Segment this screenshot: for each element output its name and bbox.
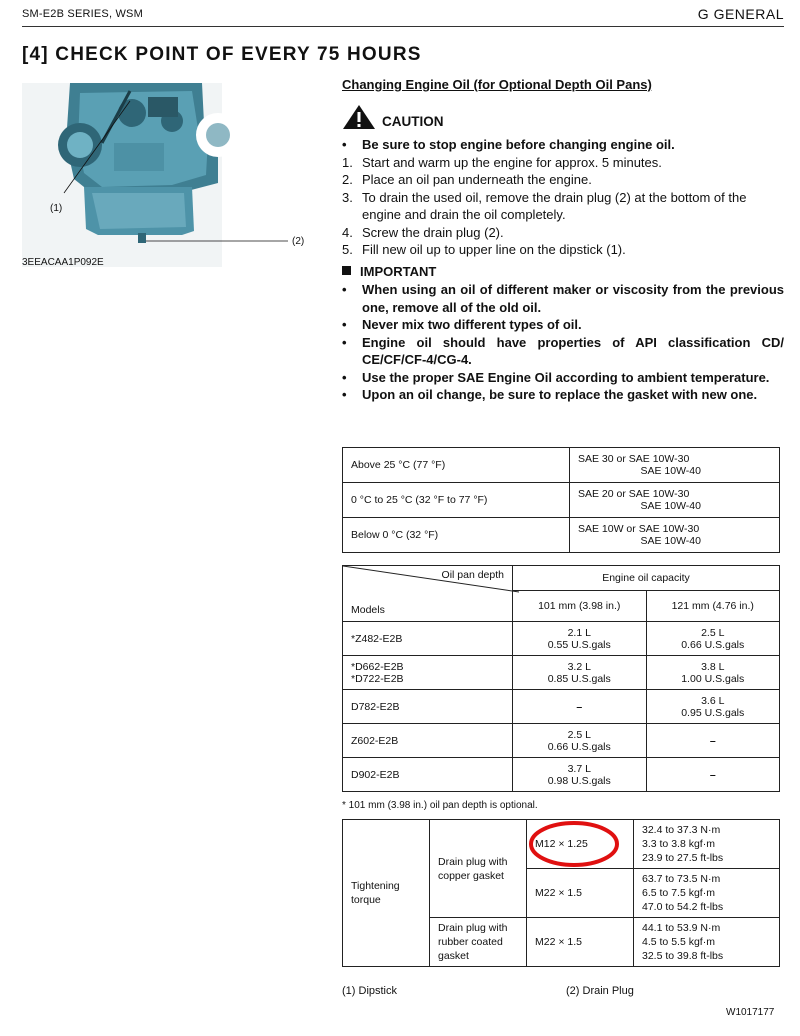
- legend-dipstick: (1) Dipstick: [342, 985, 398, 997]
- table-row: [343, 724, 780, 758]
- header-diagonal-cell: [343, 566, 513, 622]
- step-item: 4. Screw the drain plug (2).: [342, 224, 504, 240]
- oil-cell: SAE 20 or SAE 10W-30 SAE 10W-40: [570, 483, 780, 518]
- important-item: • Engine oil should have properties of API classification CD/ CE/CF/CF-4/CG-4.: [342, 334, 784, 367]
- engine-figure: [22, 83, 326, 267]
- capacity-cell: 3.2 L 0.85 U.S.gals: [513, 656, 647, 690]
- step-item: 3. To drain the used oil, remove the drain plug (2) at the bottom of the engine and drain the oil completely.: [342, 189, 747, 222]
- warning-triangle-icon: [342, 104, 376, 130]
- rubber-gasket-label: Drain plug with rubber coated gasket: [430, 918, 527, 967]
- capacity-cell: –: [646, 758, 780, 792]
- footnote: * 101 mm (3.98 in.) oil pan depth is optional.: [342, 800, 538, 811]
- models-label: Models: [351, 604, 385, 616]
- torque-table: [342, 819, 780, 967]
- important-list: [342, 281, 784, 404]
- temp-cell: Above 25 °C (77 °F): [343, 448, 570, 483]
- capacity-cell: 2.1 L 0.55 U.S.gals: [513, 622, 647, 656]
- series-label: SM-E2B SERIES, WSM: [22, 8, 143, 20]
- table-row: [343, 656, 780, 690]
- table-row: [343, 448, 780, 483]
- torque-values: 44.1 to 53.9 N·m 4.5 to 5.5 kgf·m 32.5 to 39.8 ft-lbs: [634, 918, 780, 967]
- oil-capacity-table: [342, 565, 780, 792]
- temp-cell: Below 0 °C (32 °F): [343, 518, 570, 553]
- torque-values: 32.4 to 37.3 N·m 3.3 to 3.8 kgf·m 23.9 to 27.5 ft-lbs: [634, 820, 780, 869]
- model-cell: D782-E2B: [343, 690, 513, 724]
- capacity-cell: 3.8 L 1.00 U.S.gals: [646, 656, 780, 690]
- engine-illustration: [22, 83, 326, 267]
- model-cell: *D662-E2B *D722-E2B: [343, 656, 513, 690]
- model-cell: D902-E2B: [343, 758, 513, 792]
- figure-label-2: (2): [292, 236, 305, 247]
- oil-cell: SAE 30 or SAE 10W-30 SAE 10W-40: [570, 448, 780, 483]
- capacity-group-header: Engine oil capacity: [513, 566, 780, 591]
- important-header: [342, 264, 436, 279]
- capacity-cell: 3.7 L 0.98 U.S.gals: [513, 758, 647, 792]
- table-row: [343, 820, 780, 869]
- subheading: Changing Engine Oil (for Optional Depth Oil Pans): [342, 77, 652, 92]
- table-row: [343, 518, 780, 553]
- spec-cell: M12 × 1.25: [527, 820, 634, 869]
- oil-pan-depth-label: Oil pan depth: [441, 569, 504, 581]
- legend-drain-plug: (2) Drain Plug: [566, 985, 634, 997]
- important-item: • Use the proper SAE Engine Oil according to ambient temperature.: [342, 369, 770, 385]
- square-bullet-icon: [342, 266, 351, 275]
- caution-label: CAUTION: [382, 114, 444, 129]
- oil-temperature-table: [342, 447, 780, 553]
- table-row: [343, 758, 780, 792]
- col-header-121: 121 mm (4.76 in.): [646, 591, 780, 622]
- section-label: G GENERAL: [697, 6, 784, 22]
- capacity-cell: –: [646, 724, 780, 758]
- caution-steps: [342, 136, 786, 259]
- table-row: [343, 483, 780, 518]
- important-item: • When using an oil of different maker or viscosity from the previous one, remove all of the old oil.: [342, 282, 784, 315]
- table-row: [343, 622, 780, 656]
- copper-gasket-label: Drain plug with copper gasket: [430, 820, 527, 918]
- torque-label: Tightening torque: [343, 820, 430, 967]
- table-row: [343, 690, 780, 724]
- model-cell: *Z482-E2B: [343, 622, 513, 656]
- important-label: IMPORTANT: [360, 264, 437, 279]
- caution-header: [342, 104, 444, 130]
- step-item: 5. Fill new oil up to upper line on the dipstick (1).: [342, 242, 626, 257]
- temp-cell: 0 °C to 25 °C (32 °F to 77 °F): [343, 483, 570, 518]
- page-header: [22, 6, 784, 27]
- step-item: 1. Start and warm up the engine for approx. 5 minutes.: [342, 154, 662, 170]
- capacity-cell: –: [513, 690, 647, 724]
- capacity-cell: 2.5 L 0.66 U.S.gals: [646, 622, 780, 656]
- torque-values: 63.7 to 73.5 N·m 6.5 to 7.5 kgf·m 47.0 to 54.2 ft-lbs: [634, 869, 780, 918]
- important-item: • Upon an oil change, be sure to replace the gasket with new one.: [342, 387, 758, 402]
- section-title: [4] CHECK POINT OF EVERY 75 HOURS: [22, 44, 422, 65]
- figure-id: 3EEACAA1P092E: [22, 257, 104, 268]
- spec-cell: M22 × 1.5: [527, 869, 634, 918]
- document-code: W1017177: [726, 1007, 775, 1018]
- step-item: 2. Place an oil pan underneath the engine.: [342, 172, 592, 187]
- col-header-101: 101 mm (3.98 in.): [513, 591, 647, 622]
- figure-label-1: (1): [50, 203, 63, 214]
- capacity-cell: 2.5 L 0.66 U.S.gals: [513, 724, 647, 758]
- important-item: • Never mix two different types of oil.: [342, 317, 582, 332]
- oil-cell: SAE 10W or SAE 10W-30 SAE 10W-40: [570, 518, 780, 553]
- model-cell: Z602-E2B: [343, 724, 513, 758]
- caution-bullet: • Be sure to stop engine before changing engine oil.: [342, 137, 675, 152]
- capacity-cell: 3.6 L 0.95 U.S.gals: [646, 690, 780, 724]
- spec-cell: M22 × 1.5: [527, 918, 634, 967]
